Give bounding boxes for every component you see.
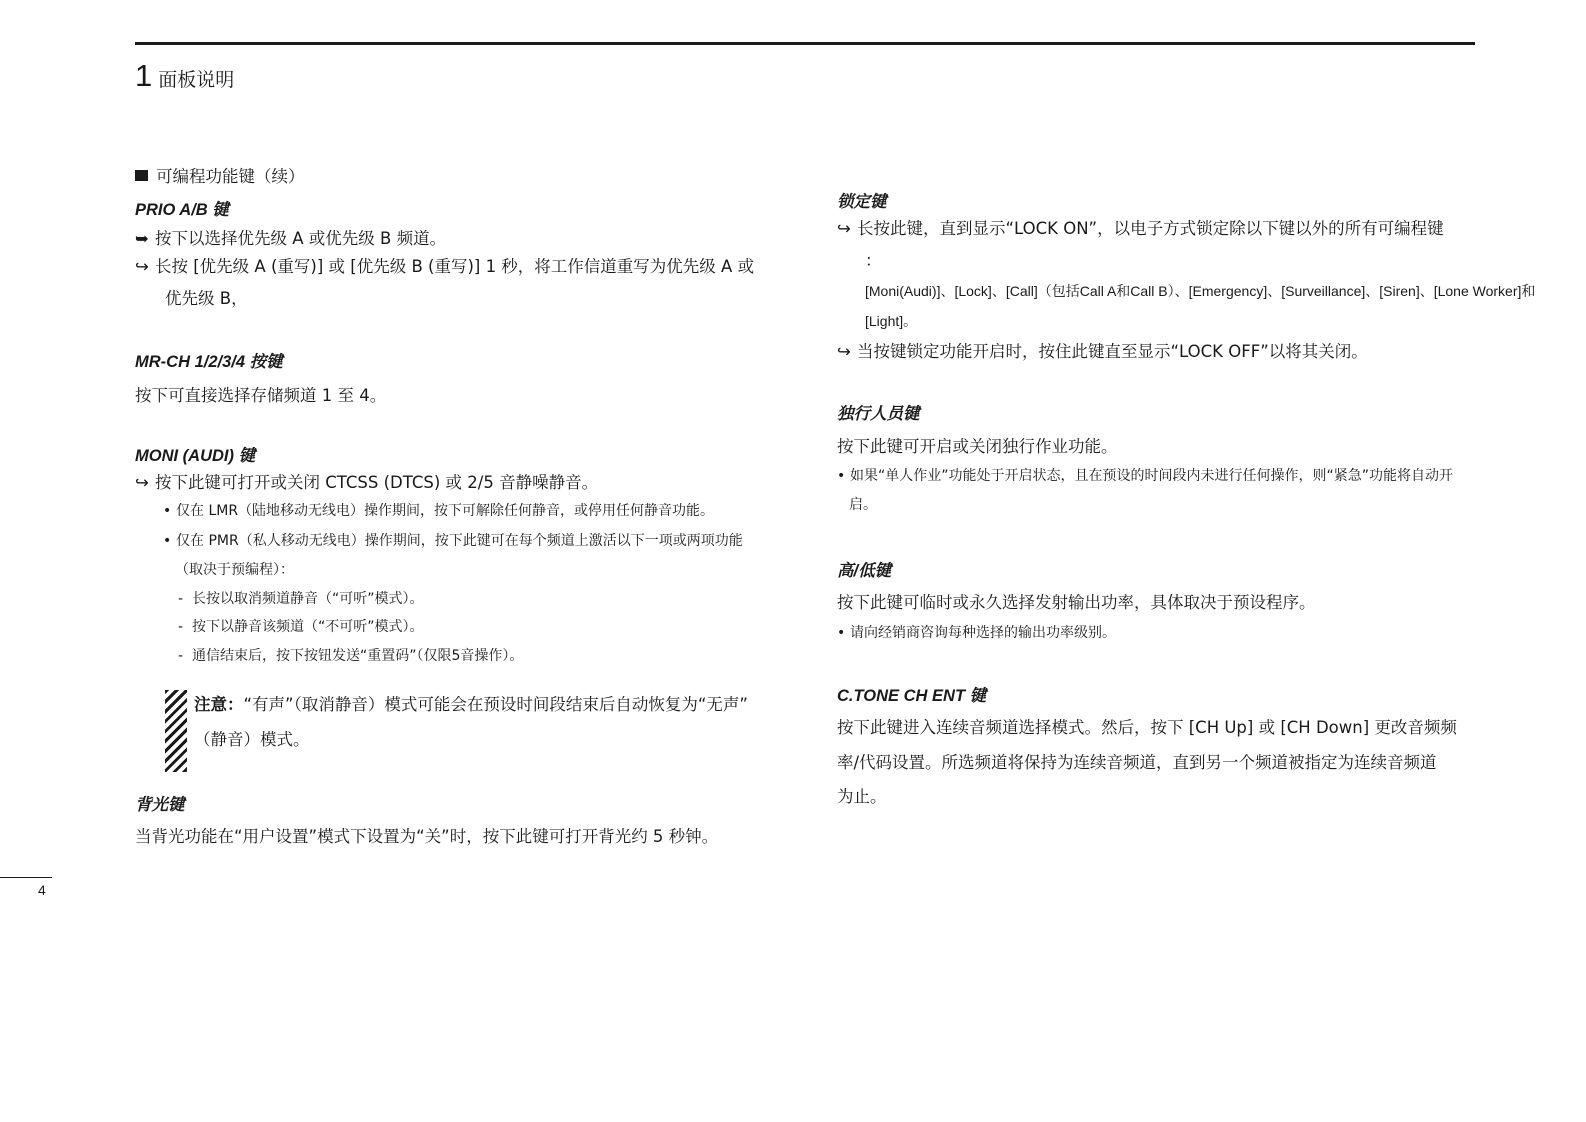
- lock-line-4: [Light]。: [865, 313, 918, 329]
- prio-line-3: 优先级 B，: [165, 289, 248, 308]
- backlight-heading: 背光键: [135, 796, 185, 814]
- mrch-line-1: 按下可直接选择存储频道 1 至 4。: [135, 386, 387, 405]
- dash-icon: -: [178, 648, 184, 664]
- moni-bullet-2: • 仅在 PMR（私人移动无线电）操作期间，按下此键可在每个频道上激活以下一项或两项功能: [163, 533, 743, 549]
- square-bullet-icon: [135, 170, 148, 181]
- hilo-line-1: 按下此键可临时或永久选择发射输出功率，具体取决于预设程序。: [837, 593, 1316, 612]
- moni-dash-2: - 按下以静音该频道（“不可听”模式）。: [178, 619, 424, 635]
- moni-note-line-1: 注意：“有声”（取消静音）模式可能会在预设时间段结束后自动恢复为“无声”: [194, 695, 748, 714]
- lock-line-3: [Moni(Audi)]、[Lock]、[Call]（包括Call A和Call B）、[Emergency]、[Surveillance]、[Siren]、[Lone Worker]和: [865, 283, 1536, 299]
- dash-icon: -: [178, 619, 184, 635]
- lock-line-1: ↪ 长按此键，直到显示“LOCK ON”，以电子方式锁定除以下键以外的所有可编程键: [837, 219, 1444, 238]
- ctone-heading: C.TONE CH ENT 键: [837, 687, 987, 705]
- section-title: 可编程功能键（续）: [135, 163, 305, 187]
- moni-bullet-2-cont: （取决于预编程）：: [175, 562, 294, 578]
- note-hatch-icon: [165, 690, 187, 772]
- moni-bullet-1: • 仅在 LMR（陆地移动无线电）操作期间，按下可解除任何静音，或停用任何静音功能。: [163, 503, 715, 519]
- page-number: 4: [38, 882, 46, 898]
- chapter-header: [135, 58, 234, 94]
- note-label: 注意：: [194, 695, 244, 714]
- chapter-title: 面板说明: [158, 69, 235, 91]
- footer-rule: [0, 877, 52, 878]
- hold-arrow-icon: ↪: [135, 473, 149, 492]
- top-rule: [135, 42, 1475, 45]
- prio-line-1: ➥ 按下以选择优先级 A 或优先级 B 频道。: [135, 229, 447, 248]
- bullet-icon: •: [837, 625, 846, 641]
- moni-heading: MONI (AUDI) 键: [135, 447, 256, 465]
- moni-note-line-2: （静音）模式。: [194, 730, 310, 749]
- bullet-icon: •: [163, 533, 172, 549]
- moni-dash-1: - 长按以取消频道静音（“可听”模式）。: [178, 591, 424, 607]
- lock-line-5: ↪ 当按键锁定功能开启时，按住此键直至显示“LOCK OFF”以将其关闭。: [837, 342, 1368, 361]
- backlight-line-1: 当背光功能在“用户设置”模式下设置为“关”时，按下此键可打开背光约 5 秒钟。: [135, 827, 719, 846]
- mrch-heading: MR-CH 1/2/3/4 按键: [135, 353, 283, 371]
- lone-line-1: 按下此键可开启或关闭独行作业功能。: [837, 437, 1118, 456]
- lone-heading: 独行人员键: [837, 405, 920, 423]
- prio-line-2: ↪ 长按 [优先级 A (重写)] 或 [优先级 B (重写)] 1 秒，将工作信道重写为优先级 A 或: [135, 257, 755, 276]
- hold-arrow-icon: ↪: [837, 219, 851, 238]
- moni-line-1: ↪ 按下此键可打开或关闭 CTCSS (DTCS) 或 2/5 音静噪静音。: [135, 473, 599, 492]
- bullet-icon: •: [163, 503, 172, 519]
- moni-dash-3: - 通信结束后，按下按钮发送“重置码”（仅限5音操作）。: [178, 648, 524, 664]
- hold-arrow-icon: ↪: [837, 342, 851, 361]
- arrow-right-icon: ➥: [135, 229, 149, 248]
- lock-line-2: ：: [865, 251, 882, 270]
- lone-bullet-1-cont: 启。: [849, 497, 877, 513]
- dash-icon: -: [178, 591, 184, 607]
- prio-heading: PRIO A/B 键: [135, 201, 229, 219]
- ctone-line-3: 为止。: [837, 787, 887, 806]
- ctone-line-2: 率/代码设置。所选频道将保持为连续音频道，直到另一个频道被指定为连续音频道: [837, 753, 1437, 772]
- hilo-bullet-1: • 请向经销商咨询每种选择的输出功率级别。: [837, 625, 1116, 641]
- lock-heading: 锁定键: [837, 193, 887, 211]
- hold-arrow-icon: ↪: [135, 257, 149, 276]
- hilo-heading: 高/低键: [837, 562, 892, 580]
- chapter-number: 1: [135, 58, 153, 93]
- bullet-icon: •: [837, 468, 846, 484]
- lone-bullet-1: • 如果“单人作业”功能处于开启状态，且在预设的时间段内未进行任何操作，则“紧急”功能将自动开: [837, 468, 1454, 484]
- ctone-line-1: 按下此键进入连续音频道选择模式。然后，按下 [CH Up] 或 [CH Down] 更改音频频: [837, 718, 1457, 737]
